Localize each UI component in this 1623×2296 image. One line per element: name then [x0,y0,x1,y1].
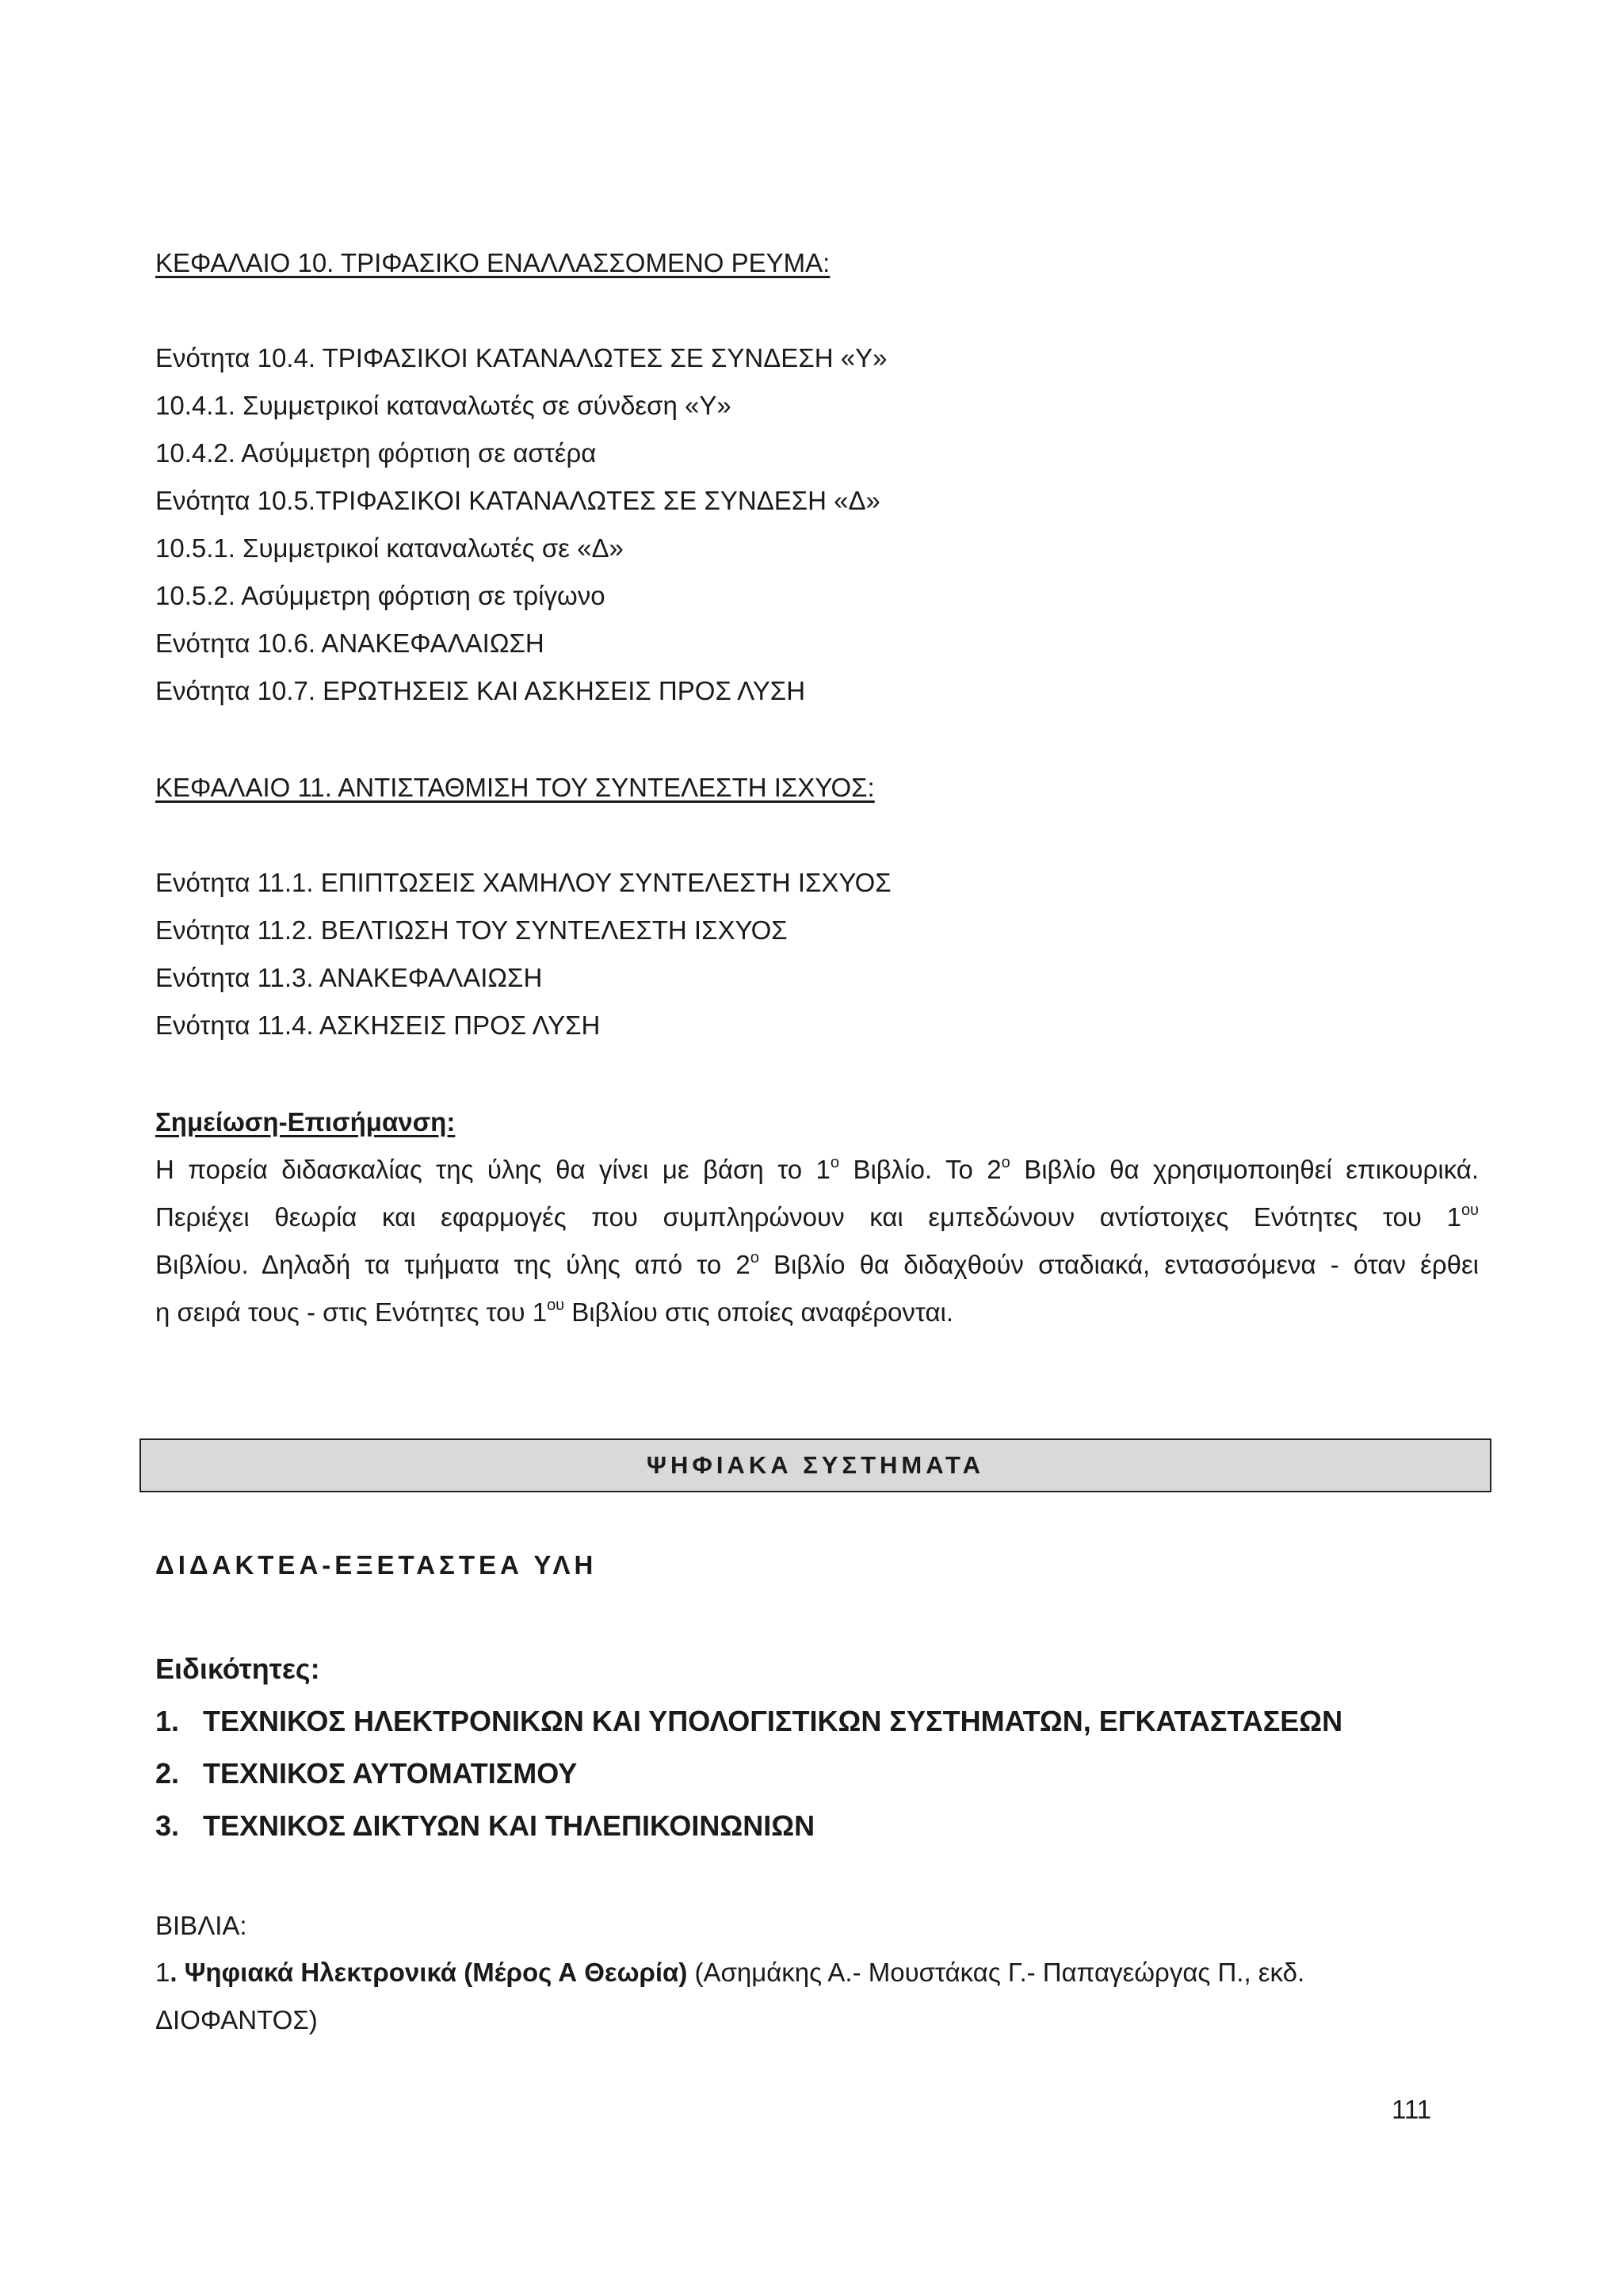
specialties-label: Ειδικότητες: [155,1652,320,1685]
specialty-item: 1. ΤΕΧΝΙΚΟΣ ΗΛΕΚΤΡΟΝΙΚΩΝ ΚΑΙ ΥΠΟΛΟΓΙΣΤΙΚΩΝ ΣΥΣΤΗΜΑΤΩΝ, ΕΓΚΑΤΑΣΤΑΣΕΩΝ [155,1705,1343,1737]
toc-item: Ενότητα 10.7. ΕΡΩΤΗΣΕΙΣ ΚΑΙ ΑΣΚΗΣΕΙΣ ΠΡΟΣ ΛΥΣΗ [155,676,806,705]
books-label: ΒΙΒΛΙΑ: [155,1911,247,1940]
toc-item: 10.4.1. Συμμετρικοί καταναλωτές σε σύνδεση «Υ» [155,391,731,420]
book-entry-continuation: ΔΙΟΦΑΝΤΟΣ) [155,2005,318,2034]
toc-item: Ενότητα 11.4. ΑΣΚΗΣΕΙΣ ΠΡΟΣ ΛΥΣΗ [155,1010,601,1040]
specialty-item: 2. ΤΕΧΝΙΚΟΣ ΑΥΤΟΜΑΤΙΣΜΟΥ [155,1757,578,1790]
chapter-10-title: ΚΕΦΑΛΑΙΟ 10. ΤΡΙΦΑΣΙΚΟ ΕΝΑΛΛΑΣΣΟΜΕΝΟ ΡΕΥΜΑ: [155,248,831,277]
toc-item: 10.5.1. Συμμετρικοί καταναλωτές σε «Δ» [155,533,624,563]
note-paragraph: Η πορεία διδασκαλίας της ύλης θα γίνει με βάση το $1^o$ Βιβλίο. Το $2^o$ Βιβλίο θα χρησιμοποιηθεί επικουρικά. Περιέχει θεωρία και εφαρμογές που συμπληρώνουν και εμπεδώνουν αντίστοιχες Ενότητες του $1^{o\upsilon}$ Βιβλίου. Δηλαδή τα τμήματα της ύλης από το $2^o$ Βιβλίο θα διδαχθούν σταδιακά, εντασσόμενα - όταν έρθει η σειρά τους - στις Ενότητες του $1^{o\upsilon}$ Βιβλίου στις οποίες αναφέρονται. [155,1154,1479,1327]
toc-item: 10.4.2. Ασύμμετρη φόρτιση σε αστέρα [155,438,597,468]
toc-item: Ενότητα 11.3. ΑΝΑΚΕΦΑΛΑΙΩΣΗ [155,963,543,992]
toc-item: 10.5.2. Ασύμμετρη φόρτιση σε τρίγωνο [155,581,605,610]
note-heading: Σημείωση-Επισήμανση: [155,1107,456,1137]
section-banner: ΨΗΦΙΑΚΑ ΣΥΣΤΗΜΑΤΑ [139,1438,1491,1492]
specialty-item: 3. ΤΕΧΝΙΚΟΣ ΔΙΚΤΥΩΝ ΚΑΙ ΤΗΛΕΠΙΚΟΙΝΩΝΙΩΝ [155,1809,815,1842]
toc-item: Ενότητα 10.6. ΑΝΑΚΕΦΑΛΑΙΩΣΗ [155,628,544,658]
toc-item: Ενότητα 11.1. ΕΠΙΠΤΩΣΕΙΣ ΧΑΜΗΛΟΥ ΣΥΝΤΕΛΕΣΤΗ ΙΣΧΥΟΣ [155,868,892,897]
chapter-11-title: ΚΕΦΑΛΑΙΟ 11. ΑΝΤΙΣΤΑΘΜΙΣΗ ΤΟΥ ΣΥΝΤΕΛΕΣΤΗ ΙΣΧΥΟΣ: [155,773,875,802]
toc-item: Ενότητα 10.4. ΤΡΙΦΑΣΙΚΟΙ ΚΑΤΑΝΑΛΩΤΕΣ ΣΕ ΣΥΝΔΕΣΗ «Υ» [155,343,888,372]
syllabus-heading: ΔΙΔΑΚΤΕΑ-ΕΞΕΤΑΣΤΕΑ ΥΛΗ [155,1550,598,1580]
page-number: 111 [1392,2095,1432,2124]
toc-item: Ενότητα 11.2. ΒΕΛΤΙΩΣΗ ΤΟΥ ΣΥΝΤΕΛΕΣΤΗ ΙΣΧΥΟΣ [155,915,788,945]
book-entry: 1. Ψηφιακά Ηλεκτρονικά (Μέρος Α Θεωρία) (Ασημάκης Α.- Μουστάκας Γ.- Παπαγεώργας Π., εκδ. [155,1958,1305,1987]
toc-item: Ενότητα 10.5.ΤΡΙΦΑΣΙΚΟΙ ΚΑΤΑΝΑΛΩΤΕΣ ΣΕ ΣΥΝΔΕΣΗ «Δ» [155,486,880,515]
